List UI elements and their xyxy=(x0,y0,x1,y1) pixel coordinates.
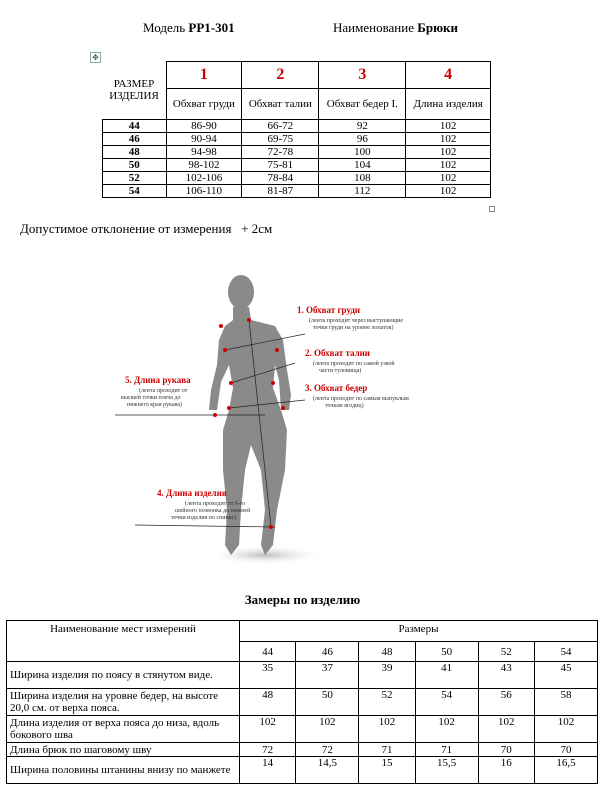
col-number-2: 2 xyxy=(242,62,319,89)
cell: 102 xyxy=(534,716,597,743)
col-number-1: 1 xyxy=(166,62,242,89)
cell: 72 xyxy=(296,743,359,757)
size-col-54: 54 xyxy=(534,642,597,662)
model-line xyxy=(143,20,235,36)
cell: 112 xyxy=(319,185,406,198)
cell: 72 xyxy=(240,743,296,757)
table-row xyxy=(103,185,491,198)
cell: 58 xyxy=(534,689,597,716)
cell: 102 xyxy=(406,120,491,133)
table-row xyxy=(7,689,598,716)
cell: 102-106 xyxy=(166,172,242,185)
cell: 66-72 xyxy=(242,120,319,133)
size-col-44: 44 xyxy=(240,642,296,662)
cell: 92 xyxy=(319,120,406,133)
cell: 16 xyxy=(478,757,534,784)
row-size: 52 xyxy=(103,172,167,185)
cell: 102 xyxy=(406,133,491,146)
cell: 50 xyxy=(296,689,359,716)
measure-table xyxy=(6,620,598,784)
label-length-title: 4. Длина изделия xyxy=(157,488,227,498)
cell: 70 xyxy=(478,743,534,757)
cell: 102 xyxy=(415,716,478,743)
name-header-cell xyxy=(7,621,240,662)
cell: 100 xyxy=(319,146,406,159)
svg-text:части туловища): части туловища) xyxy=(319,368,362,374)
cell: 15,5 xyxy=(415,757,478,784)
label-hips-title: 3. Обхват бедер xyxy=(305,383,368,393)
measure-section-title: Замеры по изделию xyxy=(244,592,361,607)
row-name: Ширина изделия по поясу в стянутом виде. xyxy=(7,662,240,689)
cell: 102 xyxy=(406,146,491,159)
cell: 72-78 xyxy=(242,146,319,159)
cell: 102 xyxy=(406,185,491,198)
cell: 104 xyxy=(319,159,406,172)
row-name: Длина брюк по шаговому шву xyxy=(7,743,240,757)
name-line xyxy=(333,20,458,36)
cell: 78-84 xyxy=(242,172,319,185)
name-value: Брюки xyxy=(417,20,458,35)
cell: 90-94 xyxy=(166,133,242,146)
table-row xyxy=(103,146,491,159)
size-col-46: 46 xyxy=(296,642,359,662)
svg-text:нижнего края рукава): нижнего края рукава) xyxy=(127,402,182,408)
sizes-header: Размеры xyxy=(240,621,598,642)
cell: 102 xyxy=(240,716,296,743)
name-header: Наименование мест измерений xyxy=(50,623,196,635)
cell: 48 xyxy=(240,689,296,716)
col-name-1: Обхват груди xyxy=(166,89,242,120)
row-size: 44 xyxy=(103,120,167,133)
deviation-text: Допустимое отклонение от измерения xyxy=(20,221,232,236)
size-col-48: 48 xyxy=(359,642,415,662)
cell: 56 xyxy=(478,689,534,716)
cell: 94-98 xyxy=(166,146,242,159)
svg-text:(лента проходит от: (лента проходит от xyxy=(139,388,188,394)
label-chest-title: 1. Обхват груди xyxy=(297,305,361,315)
table-move-handle-icon[interactable]: ✥ xyxy=(90,52,101,63)
cell: 41 xyxy=(415,662,478,689)
model-value: PP1-301 xyxy=(188,20,235,35)
row-name: Длина изделия от верха пояса до низа, вдоль бокового шва xyxy=(7,716,240,743)
cell: 39 xyxy=(359,662,415,689)
row-name: Ширина половины штанины внизу по манжете xyxy=(7,757,240,784)
table-row xyxy=(7,743,598,757)
table-row xyxy=(7,662,598,689)
table-row xyxy=(103,120,491,133)
label-sleeve xyxy=(121,375,191,408)
col-name-4: Длина изделия xyxy=(406,89,491,120)
svg-text:точки груди на уровне лопаток): точки груди на уровне лопаток) xyxy=(313,325,394,331)
cell: 71 xyxy=(359,743,415,757)
label-sleeve-title: 5. Длина рукава xyxy=(125,375,191,385)
cell: 69-75 xyxy=(242,133,319,146)
deviation-value: + 2см xyxy=(241,221,273,236)
row-size: 50 xyxy=(103,159,167,172)
cell: 43 xyxy=(478,662,534,689)
body-measurement-figure xyxy=(105,270,445,570)
cell: 54 xyxy=(415,689,478,716)
cell: 96 xyxy=(319,133,406,146)
cell: 14 xyxy=(240,757,296,784)
cell: 35 xyxy=(240,662,296,689)
svg-text:(лента проходит через выступаю: (лента проходит через выступающие xyxy=(309,318,403,324)
label-hips xyxy=(305,383,409,409)
size-table xyxy=(102,61,491,198)
col-number-3: 3 xyxy=(319,62,406,89)
cell: 37 xyxy=(296,662,359,689)
cell: 75-81 xyxy=(242,159,319,172)
row-size: 54 xyxy=(103,185,167,198)
row-size: 48 xyxy=(103,146,167,159)
svg-text:(лента проходит от 6-го: (лента проходит от 6-го xyxy=(185,501,246,507)
cell: 102 xyxy=(296,716,359,743)
cell: 16,5 xyxy=(534,757,597,784)
table-resize-handle[interactable] xyxy=(489,206,495,212)
col-number-4: 4 xyxy=(406,62,491,89)
col-name-2: Обхват талии xyxy=(242,89,319,120)
table-row xyxy=(103,133,491,146)
label-waist xyxy=(305,348,395,374)
table-row xyxy=(7,716,598,743)
size-header: РАЗМЕР ИЗДЕЛИЯ xyxy=(109,78,159,103)
deviation-line xyxy=(20,221,272,237)
cell: 98-102 xyxy=(166,159,242,172)
table-row xyxy=(7,757,598,784)
cell: 52 xyxy=(359,689,415,716)
size-col-50: 50 xyxy=(415,642,478,662)
col-name-3: Обхват бедер I. xyxy=(319,89,406,120)
row-name: Ширина изделия на уровне бедер, на высоте 20,0 см. от верха пояса. xyxy=(7,689,240,716)
cell: 71 xyxy=(415,743,478,757)
svg-text:точки изделия по спинке): точки изделия по спинке) xyxy=(171,515,237,521)
svg-text:(лента проходит по самым выпук: (лента проходит по самым выпуклым xyxy=(313,396,409,402)
svg-text:шейного позвонка до нижней: шейного позвонка до нижней xyxy=(175,508,251,514)
cell: 45 xyxy=(534,662,597,689)
svg-text:(лента проходит по самой узкой: (лента проходит по самой узкой xyxy=(313,361,395,367)
label-waist-title: 2. Обхват талии xyxy=(305,348,370,358)
cell: 102 xyxy=(406,172,491,185)
model-label: Модель xyxy=(143,20,186,35)
cell: 70 xyxy=(534,743,597,757)
cell: 14,5 xyxy=(296,757,359,784)
size-header-cell xyxy=(103,62,167,120)
cell: 106-110 xyxy=(166,185,242,198)
name-label: Наименование xyxy=(333,20,414,35)
cell: 81-87 xyxy=(242,185,319,198)
cell: 102 xyxy=(406,159,491,172)
cell: 86-90 xyxy=(166,120,242,133)
cell: 102 xyxy=(359,716,415,743)
cell: 15 xyxy=(359,757,415,784)
svg-text:точкам ягодиц): точкам ягодиц) xyxy=(325,403,364,409)
cell: 102 xyxy=(478,716,534,743)
row-size: 46 xyxy=(103,133,167,146)
size-col-52: 52 xyxy=(478,642,534,662)
label-chest xyxy=(297,305,403,331)
cell: 108 xyxy=(319,172,406,185)
table-row xyxy=(103,172,491,185)
table-row xyxy=(103,159,491,172)
svg-text:высшей точки плеча до: высшей точки плеча до xyxy=(121,395,181,401)
